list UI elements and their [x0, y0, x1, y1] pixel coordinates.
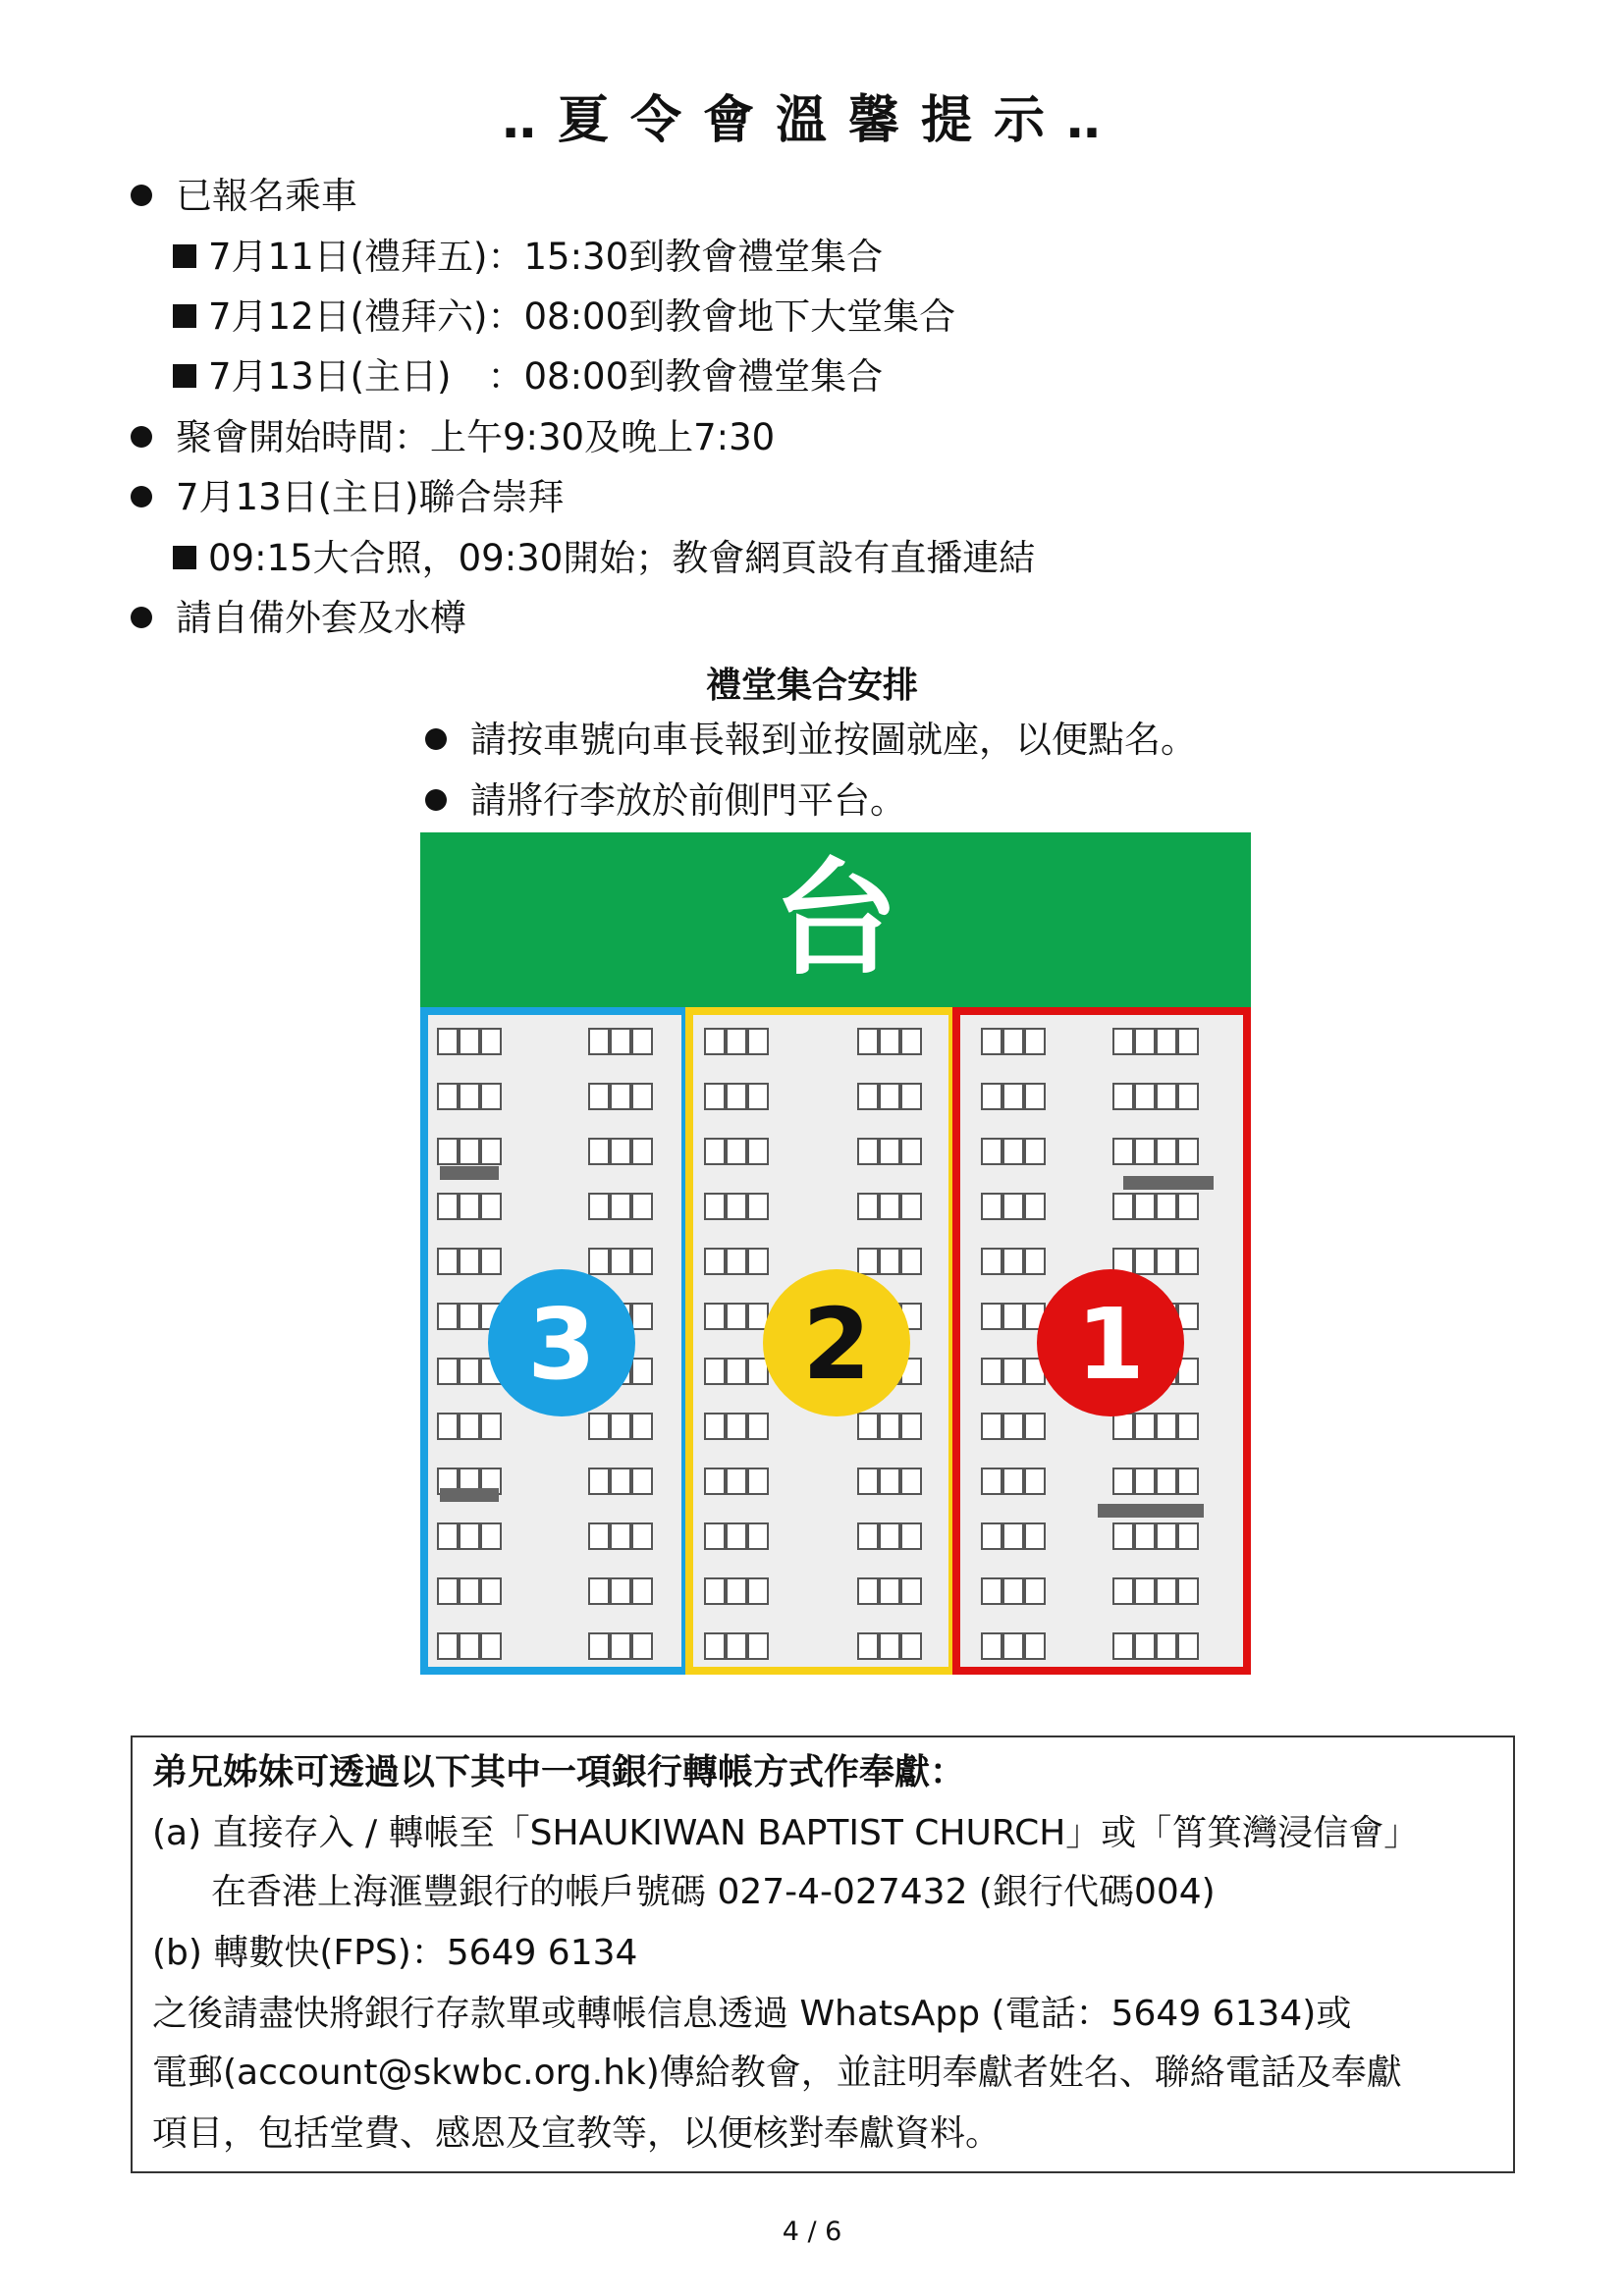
list-item — [173, 353, 883, 400]
seat — [632, 1578, 652, 1604]
seat — [460, 1029, 479, 1054]
seat — [1025, 1633, 1045, 1659]
list-item — [131, 414, 775, 461]
seat — [481, 1523, 501, 1549]
seat — [705, 1029, 725, 1054]
bring-items: 請自備外套及水樽 — [176, 597, 466, 639]
hall-title: 禮堂集合安排 — [705, 666, 918, 706]
list-item — [425, 717, 1197, 764]
seat — [611, 1194, 630, 1219]
seat — [1135, 1414, 1155, 1439]
seat — [982, 1139, 1001, 1164]
seat — [705, 1523, 725, 1549]
seat — [1025, 1029, 1045, 1054]
registration-item: 7月13日(主日) ：08:00到教會禮堂集合 — [208, 355, 884, 398]
seat — [748, 1304, 768, 1329]
seat — [438, 1359, 458, 1384]
seat — [858, 1029, 878, 1054]
seat — [705, 1468, 725, 1494]
bullet-icon — [131, 185, 152, 206]
seat — [1178, 1249, 1198, 1274]
seat — [982, 1304, 1001, 1329]
seat — [901, 1468, 921, 1494]
seat — [1003, 1523, 1023, 1549]
seat — [727, 1084, 746, 1109]
seat — [982, 1468, 1001, 1494]
seat — [589, 1578, 609, 1604]
seat — [632, 1468, 652, 1494]
seat — [982, 1414, 1001, 1439]
seat — [438, 1249, 458, 1274]
seat — [438, 1139, 458, 1164]
seat — [632, 1139, 652, 1164]
section-1-number: 1 — [1076, 1287, 1145, 1402]
seat — [1113, 1029, 1133, 1054]
seat — [460, 1523, 479, 1549]
hall-bullet: 請按車號向車長報到並按圖就座，以便點名。 — [470, 719, 1197, 761]
seat — [1135, 1523, 1155, 1549]
seat — [982, 1084, 1001, 1109]
seat — [982, 1633, 1001, 1659]
seat — [481, 1414, 501, 1439]
seat — [858, 1523, 878, 1549]
seat — [1003, 1029, 1023, 1054]
seat — [1135, 1084, 1155, 1109]
bullet-icon — [131, 486, 152, 507]
offering-line-a2: 在香港上海滙豐銀行的帳戶號碼 027-4-027432 (銀行代碼004) — [211, 1872, 1216, 1912]
hall-bullet: 請將行李放於前側門平台。 — [470, 779, 906, 822]
seat — [901, 1523, 921, 1549]
registration-item: 7月11日(禮拜五)：15:30到教會禮堂集合 — [208, 236, 884, 278]
seat — [880, 1633, 899, 1659]
seat — [1113, 1139, 1133, 1164]
seat — [705, 1414, 725, 1439]
seat — [901, 1194, 921, 1219]
seat — [880, 1578, 899, 1604]
seat — [1178, 1633, 1198, 1659]
square-bullet-icon — [173, 304, 196, 328]
seat — [901, 1139, 921, 1164]
seat — [611, 1468, 630, 1494]
seat — [858, 1084, 878, 1109]
seat — [460, 1139, 479, 1164]
fixture-bar — [440, 1488, 499, 1502]
seat — [705, 1084, 725, 1109]
seat — [1025, 1414, 1045, 1439]
seat — [438, 1414, 458, 1439]
seat — [1113, 1523, 1133, 1549]
registration-heading: 已報名乘車 — [176, 175, 357, 217]
seat — [1113, 1084, 1133, 1109]
seat — [460, 1414, 479, 1439]
seat — [1135, 1578, 1155, 1604]
seat — [1157, 1633, 1176, 1659]
seat — [481, 1578, 501, 1604]
seat — [1157, 1578, 1176, 1604]
seat — [727, 1633, 746, 1659]
seat — [1003, 1633, 1023, 1659]
seat — [982, 1249, 1001, 1274]
seat — [589, 1084, 609, 1109]
bullet-icon — [131, 426, 152, 448]
seat — [611, 1084, 630, 1109]
seat — [748, 1523, 768, 1549]
seat — [632, 1249, 652, 1274]
seat — [632, 1414, 652, 1439]
seat — [1178, 1468, 1198, 1494]
seat — [748, 1359, 768, 1384]
seat — [727, 1194, 746, 1219]
seat — [705, 1359, 725, 1384]
seat — [727, 1249, 746, 1274]
seat — [481, 1249, 501, 1274]
seat — [589, 1194, 609, 1219]
seat — [1157, 1139, 1176, 1164]
seat — [589, 1633, 609, 1659]
seat — [589, 1468, 609, 1494]
seat — [880, 1194, 899, 1219]
seat — [901, 1084, 921, 1109]
list-item — [425, 777, 906, 825]
seat — [1113, 1578, 1133, 1604]
seat — [438, 1304, 458, 1329]
list-item — [173, 294, 955, 341]
seat — [1178, 1029, 1198, 1054]
seat — [438, 1194, 458, 1219]
seat — [589, 1523, 609, 1549]
seating-map — [420, 832, 1251, 1675]
seat — [727, 1304, 746, 1329]
seat — [1003, 1139, 1023, 1164]
seat — [632, 1194, 652, 1219]
seat — [1003, 1414, 1023, 1439]
offering-box — [131, 1735, 1515, 2173]
seat — [611, 1414, 630, 1439]
seat — [748, 1633, 768, 1659]
seat — [632, 1523, 652, 1549]
seat — [901, 1633, 921, 1659]
seat — [460, 1578, 479, 1604]
seat — [1113, 1468, 1133, 1494]
square-bullet-icon — [173, 546, 196, 569]
seat — [632, 1633, 652, 1659]
seat — [727, 1139, 746, 1164]
meeting-time: 聚會開始時間：上午9:30及晚上7:30 — [176, 416, 776, 458]
list-item — [131, 173, 357, 220]
seat — [1113, 1633, 1133, 1659]
seat — [858, 1633, 878, 1659]
seat — [880, 1414, 899, 1439]
seat — [880, 1084, 899, 1109]
seat — [901, 1029, 921, 1054]
seat — [1178, 1414, 1198, 1439]
joint-worship-heading: 7月13日(主日)聯合崇拜 — [176, 476, 565, 518]
seat — [1135, 1139, 1155, 1164]
seat — [1135, 1029, 1155, 1054]
seat — [1003, 1249, 1023, 1274]
square-bullet-icon — [173, 244, 196, 268]
seat — [1178, 1578, 1198, 1604]
seat — [481, 1029, 501, 1054]
seat — [632, 1084, 652, 1109]
seat — [901, 1249, 921, 1274]
seat — [748, 1468, 768, 1494]
seat — [705, 1139, 725, 1164]
seat — [632, 1304, 652, 1329]
bullet-icon — [131, 607, 152, 628]
seat — [1157, 1084, 1176, 1109]
seat — [858, 1139, 878, 1164]
seat — [1025, 1084, 1045, 1109]
seat — [589, 1414, 609, 1439]
seat — [460, 1633, 479, 1659]
seat — [858, 1414, 878, 1439]
seat — [460, 1304, 479, 1329]
seat — [727, 1029, 746, 1054]
list-item — [131, 595, 466, 642]
page-number: 4 / 6 — [782, 2216, 842, 2247]
seat — [727, 1578, 746, 1604]
seat — [589, 1139, 609, 1164]
seat — [1157, 1249, 1176, 1274]
seat — [611, 1249, 630, 1274]
stage-label: 台 — [772, 846, 899, 992]
seat — [438, 1084, 458, 1109]
seat — [748, 1029, 768, 1054]
seat — [1157, 1029, 1176, 1054]
seat — [1157, 1194, 1176, 1219]
seat — [880, 1139, 899, 1164]
seat — [460, 1249, 479, 1274]
seat — [1178, 1084, 1198, 1109]
bullet-icon — [425, 789, 447, 811]
seat — [438, 1578, 458, 1604]
offering-line-c2: 電郵(account@skwbc.org.hk)傳給教會，並註明奉獻者姓名、聯絡電話及奉獻 — [152, 2053, 1402, 2093]
seat — [1113, 1194, 1133, 1219]
joint-worship-item: 09:15大合照，09:30開始；教會網頁設有直播連結 — [208, 537, 1036, 579]
seat — [1003, 1578, 1023, 1604]
seat — [460, 1194, 479, 1219]
seat — [1025, 1468, 1045, 1494]
registration-item: 7月12日(禮拜六)：08:00到教會地下大堂集合 — [208, 295, 956, 338]
seat — [589, 1029, 609, 1054]
seat — [1178, 1139, 1198, 1164]
seat — [1178, 1194, 1198, 1219]
seat — [1157, 1414, 1176, 1439]
seat — [1003, 1304, 1023, 1329]
list-item — [173, 234, 883, 281]
seat — [748, 1414, 768, 1439]
fixture-bar — [1098, 1504, 1204, 1518]
section-3-number: 3 — [527, 1287, 596, 1402]
seat — [1003, 1084, 1023, 1109]
seat — [858, 1249, 878, 1274]
seat — [632, 1359, 652, 1384]
seat — [880, 1468, 899, 1494]
seat — [1135, 1468, 1155, 1494]
list-item — [173, 535, 1035, 582]
seat — [748, 1578, 768, 1604]
seat — [438, 1633, 458, 1659]
seat — [438, 1523, 458, 1549]
seat — [858, 1468, 878, 1494]
seat — [858, 1194, 878, 1219]
seat — [1025, 1249, 1045, 1274]
seat — [858, 1578, 878, 1604]
offering-line-c3: 項目，包括堂費、感恩及宣教等，以便核對奉獻資料。 — [152, 2113, 1001, 2154]
offering-line-a1: (a) 直接存入 / 轉帳至「SHAUKIWAN BAPTIST CHURCH」或「筲箕灣浸信會」 — [152, 1813, 1420, 1853]
seat — [901, 1578, 921, 1604]
seat — [1135, 1249, 1155, 1274]
seat — [727, 1414, 746, 1439]
seat — [901, 1414, 921, 1439]
page-title: ‥夏令會溫馨提示‥ — [502, 91, 1122, 150]
seat — [748, 1249, 768, 1274]
seat — [727, 1468, 746, 1494]
seat — [1003, 1194, 1023, 1219]
seat — [748, 1084, 768, 1109]
seat — [705, 1249, 725, 1274]
seat — [460, 1084, 479, 1109]
seat — [727, 1359, 746, 1384]
seat — [880, 1029, 899, 1054]
seat — [982, 1523, 1001, 1549]
bullet-icon — [425, 728, 447, 750]
seat — [748, 1139, 768, 1164]
fixture-bar — [440, 1166, 499, 1180]
seat — [481, 1139, 501, 1164]
seat — [611, 1139, 630, 1164]
seat — [632, 1029, 652, 1054]
seat — [727, 1523, 746, 1549]
seat — [880, 1249, 899, 1274]
seat — [611, 1578, 630, 1604]
seat — [982, 1194, 1001, 1219]
seat — [705, 1194, 725, 1219]
seat — [1025, 1194, 1045, 1219]
seat — [748, 1194, 768, 1219]
seat — [982, 1578, 1001, 1604]
seat — [611, 1633, 630, 1659]
seat — [705, 1304, 725, 1329]
section-2-number: 2 — [802, 1287, 871, 1402]
seat — [1157, 1468, 1176, 1494]
seat — [589, 1249, 609, 1274]
seat — [982, 1359, 1001, 1384]
seat — [1025, 1523, 1045, 1549]
seat — [481, 1084, 501, 1109]
offering-line-b: (b) 轉數快(FPS)：5649 6134 — [152, 1933, 638, 1973]
seat — [705, 1578, 725, 1604]
seat — [1135, 1194, 1155, 1219]
seat — [982, 1029, 1001, 1054]
list-item — [131, 474, 565, 521]
seat — [1003, 1468, 1023, 1494]
seat — [880, 1523, 899, 1549]
seat — [611, 1523, 630, 1549]
seat — [611, 1029, 630, 1054]
seat — [705, 1633, 725, 1659]
seat — [1135, 1633, 1155, 1659]
seat — [460, 1359, 479, 1384]
seat — [481, 1633, 501, 1659]
seat — [1157, 1523, 1176, 1549]
fixture-bar — [1123, 1176, 1214, 1190]
seat — [1178, 1523, 1198, 1549]
square-bullet-icon — [173, 364, 196, 388]
seat — [1003, 1359, 1023, 1384]
offering-heading: 弟兄姊妹可透過以下其中一項銀行轉帳方式作奉獻： — [152, 1752, 966, 1792]
seat — [438, 1029, 458, 1054]
seat — [1025, 1139, 1045, 1164]
seat — [1025, 1578, 1045, 1604]
seat — [1113, 1414, 1133, 1439]
offering-line-c1: 之後請盡快將銀行存款單或轉帳信息透過 WhatsApp (電話：5649 6134)或 — [152, 1994, 1352, 2034]
seat — [481, 1194, 501, 1219]
